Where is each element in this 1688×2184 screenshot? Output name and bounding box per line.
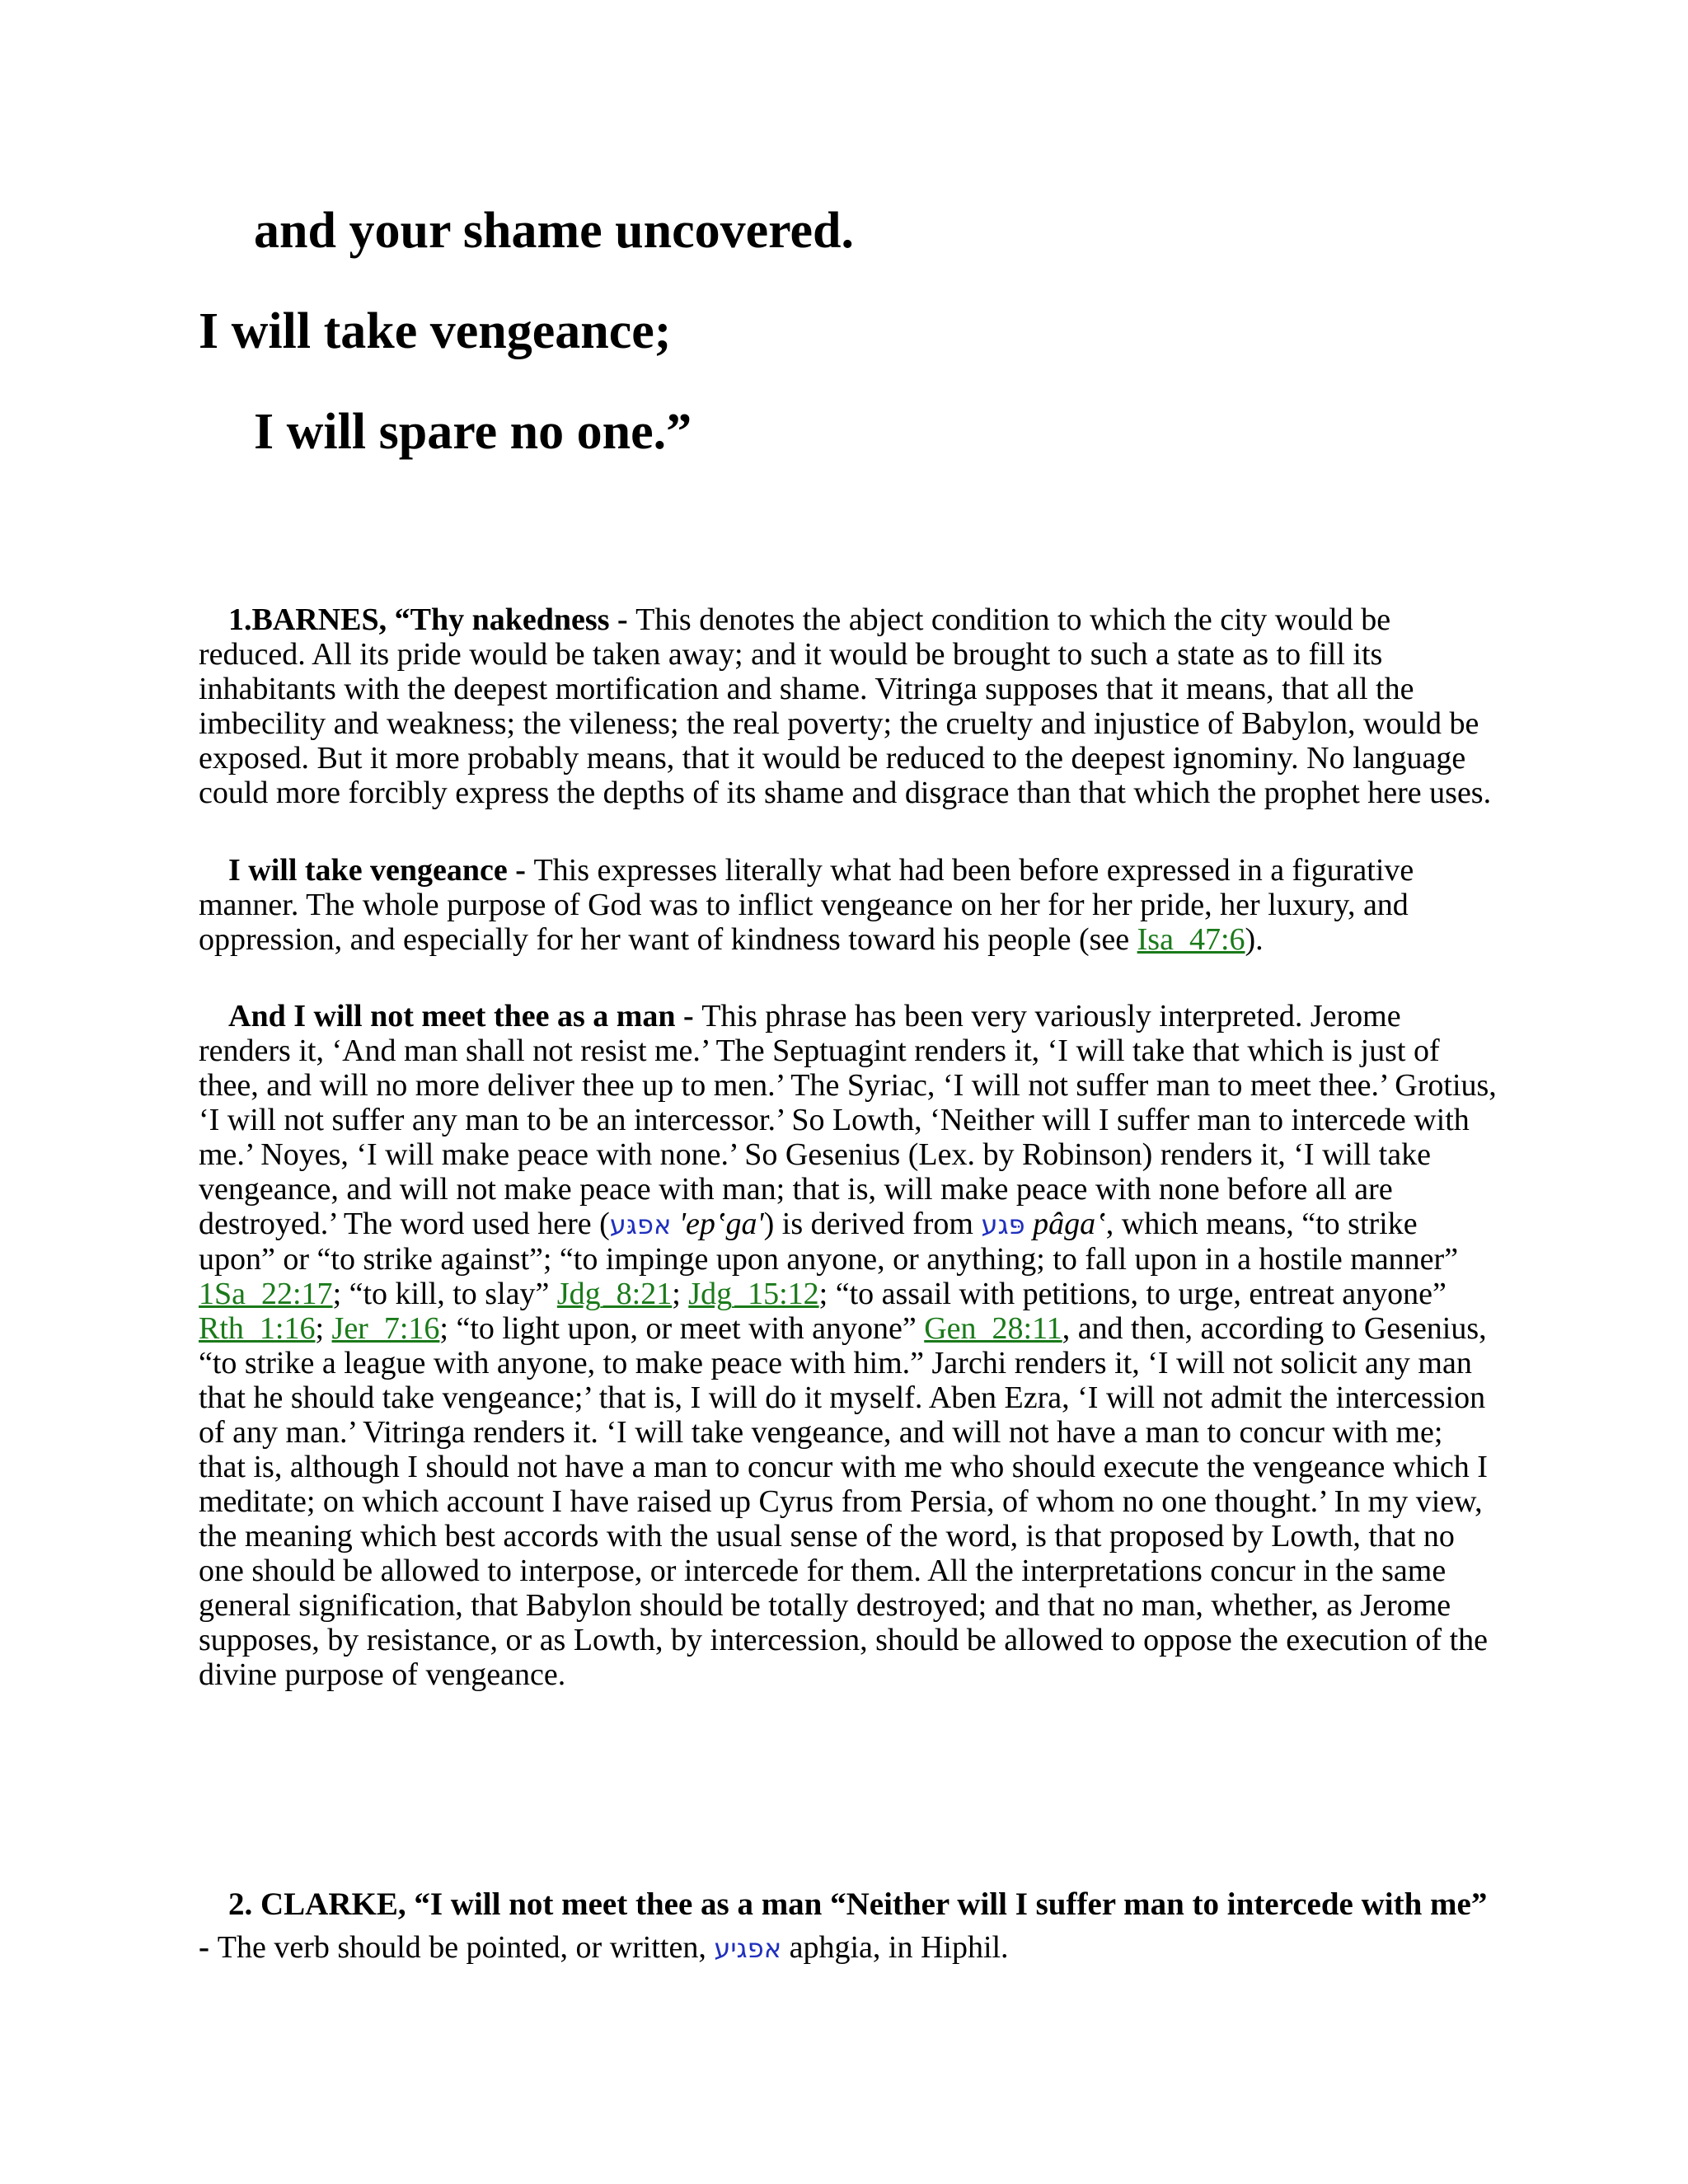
- ref-separator-1: ;: [672, 1277, 689, 1311]
- para3-text-c: , which means, “to strike upon” or “to strike against”; “to impinge upon anyone, or anything; to fall upon in a hostile manner”: [199, 1207, 1459, 1277]
- transliteration-1: 'ep‛ga': [678, 1207, 764, 1241]
- clarke-label: 2. CLARKE, “I will not meet thee as a man “Neither will I suffer man to intercede with me” -: [199, 1886, 1488, 1965]
- hebrew-word-1: אפגּע: [609, 1209, 672, 1240]
- barnes-paragraph-2: [199, 853, 1497, 957]
- ref-isa-47-6[interactable]: Isa_47:6: [1137, 922, 1245, 957]
- verse-line-2: I will take vengeance;: [199, 303, 672, 359]
- ref-jdg-15-12[interactable]: Jdg_15:12: [688, 1277, 819, 1311]
- ref-separator-2: ;: [315, 1311, 332, 1346]
- barnes-label: 1.BARNES, “Thy nakedness -: [228, 602, 636, 637]
- clarke-paragraph: [199, 1883, 1497, 1970]
- para3-text-b: ) is derived from: [763, 1207, 982, 1241]
- ref-jdg-8-21[interactable]: Jdg_8:21: [556, 1277, 673, 1311]
- ref-rth-1-16[interactable]: Rth_1:16: [199, 1311, 316, 1346]
- barnes-para1-text: This denotes the abject condition to which the city would be reduced. All its pride would be taken away; and it would be brought to such a state as to fill its inhabitants with the deepest mortification and shame. Vitringa supposes that it means, that all the imbecility and weakness; the vileness; the real poverty; the cruelty and injustice of Babylon, would be exposed. But it more probably means, that it would be reduced to the deepest ignominy. No language could more forcibly express the depths of its shame and disgrace than that which the prophet here uses.: [199, 602, 1492, 810]
- para3-text-f: ; “to light upon, or meet with anyone”: [439, 1311, 925, 1346]
- para3-text-e: ; “to assail with petitions, to urge, entreat anyone”: [818, 1277, 1447, 1311]
- transliteration-2: pâga‛: [1033, 1207, 1106, 1241]
- para3-text-g: , and then, according to Gesenius, “to strike a league with anyone, to make peace with him.” Jarchi renders it, ‘I will not solicit any man that he should take vengeance;’ that is, I will do it myself. Aben Ezra, ‘I will not admit the intercession of any man.’ Vitringa renders it. ‘I will take vengeance, and will not have a man to concur with me; that is, although I should not have a man to concur with me who should execute the vengeance which I meditate; on which account I have raised up Cyrus from Persia, of whom no one thought.’ In my view, the meaning which best accords with the usual sense of the word, is that proposed by Lowth, that no one should be allowed to interpose, or intercede for them. All the interpretations concur in the same general signification, that Babylon should be totally destroyed; and that no man, whether, as Jerome supposes, by resistance, or as Lowth, by intercession, should be allowed to oppose the execution of the divine purpose of vengeance.: [199, 1311, 1488, 1692]
- clarke-text-b: aphgia, in Hiphil.: [781, 1930, 1009, 1965]
- hebrew-word-2: פּגע: [981, 1209, 1025, 1240]
- ref-gen-28-11[interactable]: Gen_28:11: [924, 1311, 1062, 1346]
- verse-line-3: I will spare no one.”: [254, 404, 692, 460]
- clarke-text-a: The verb should be pointed, or written,: [217, 1930, 715, 1965]
- verse-line-1: and your shame uncovered.: [254, 203, 855, 259]
- hebrew-word-3: אפגיע: [714, 1933, 782, 1964]
- para2-text: This expresses literally what had been before expressed in a figurative manner. The whole purpose of God was to inflict vengeance on her for her pride, her luxury, and oppression, and especially for her want of kindness toward his people (see: [199, 853, 1414, 957]
- para3-text-a: This phrase has been very variously interpreted. Jerome renders it, ‘And man shall not resist me.’ The Septuagint renders it, ‘I will take that which is just of thee, and will no more deliver thee up to men.’ The Syriac, ‘I will not suffer man to meet thee.’ Grotius, ‘I will not suffer any man to be an intercessor.’ So Lowth, ‘Neither will I suffer man to intercede with me.’ Noyes, ‘I will make peace with none.’ So Gesenius (Lex. by Robinson) renders it, ‘I will take vengeance, and will not make peace with man; that is, will make peace with none before all are destroyed.’ The word used here (: [199, 999, 1497, 1241]
- para3-label: And I will not meet thee as a man -: [228, 999, 702, 1033]
- para3-text-d: ; “to kill, to slay”: [332, 1277, 557, 1311]
- ref-jer-7-16[interactable]: Jer_7:16: [331, 1311, 440, 1346]
- barnes-paragraph-1: [199, 602, 1497, 810]
- ref-1sa-22-17[interactable]: 1Sa_22:17: [199, 1277, 333, 1311]
- para2-label: I will take vengeance -: [228, 853, 534, 888]
- barnes-paragraph-3: [199, 999, 1497, 1692]
- para2-end: ).: [1245, 922, 1264, 957]
